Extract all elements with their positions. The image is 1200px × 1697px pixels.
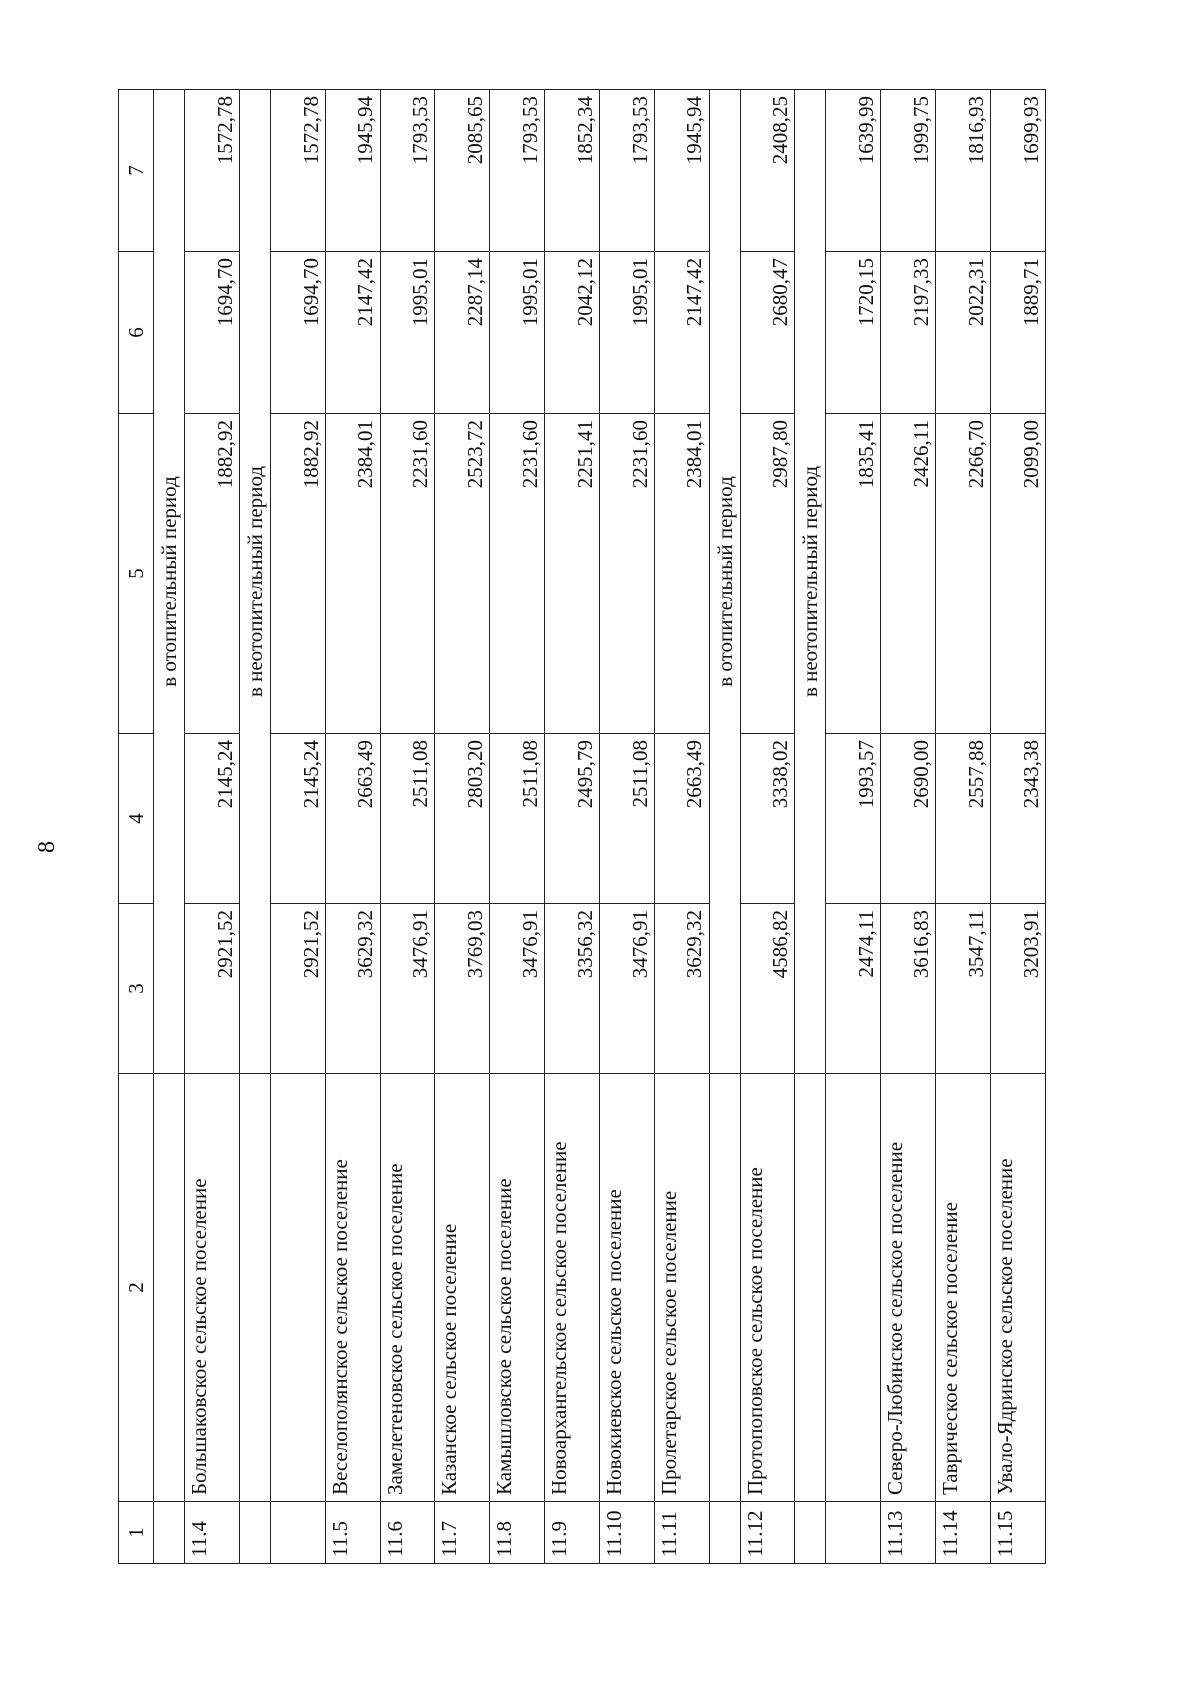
row-index: 11.8 (490, 1502, 545, 1564)
value-col-5: 2384,01 (654, 414, 709, 734)
row-index (270, 1502, 325, 1564)
value-col-7: 2085,65 (435, 90, 490, 252)
column-header: 4 (119, 734, 154, 904)
settlement-name: Северо-Любинское сельское поселение (881, 1074, 936, 1502)
table-row (740, 90, 795, 1564)
value-col-6: 2147,42 (325, 252, 380, 414)
settlement-name: Таврическое сельское поселение (936, 1074, 991, 1502)
value-col-6: 1720,15 (826, 252, 881, 414)
value-col-6: 2287,14 (435, 252, 490, 414)
settlement-name: Увало-Ядринское сельское поселение (990, 1074, 1045, 1502)
value-col-4: 2557,88 (936, 734, 991, 904)
value-col-5: 2251,41 (545, 414, 600, 734)
value-col-5: 2231,60 (490, 414, 545, 734)
value-col-7: 1816,93 (936, 90, 991, 252)
settlement-name: Пролетарское сельское поселение (654, 1074, 709, 1502)
value-col-7: 1852,34 (545, 90, 600, 252)
value-col-4: 2511,08 (490, 734, 545, 904)
table-row (990, 90, 1045, 1564)
value-col-3: 3547,11 (936, 904, 991, 1074)
row-index: 11.4 (185, 1502, 240, 1564)
value-col-3: 3476,91 (599, 904, 654, 1074)
value-col-6: 2042,12 (545, 252, 600, 414)
period-label: в неотопительный период (795, 90, 826, 1074)
table-row (490, 90, 545, 1564)
value-col-5: 1882,92 (185, 414, 240, 734)
row-index: 11.15 (990, 1502, 1045, 1564)
rotated-table-wrapper (118, 90, 1046, 1564)
value-col-5: 2987,80 (740, 414, 795, 734)
table-row (325, 90, 380, 1564)
empty-cell (154, 1074, 185, 1502)
value-col-6: 1694,70 (270, 252, 325, 414)
table-row (380, 90, 435, 1564)
settlement-name (826, 1074, 881, 1502)
table-row (185, 90, 240, 1564)
table-row (881, 90, 936, 1564)
settlement-name: Новокиевское сельское поселение (599, 1074, 654, 1502)
row-index: 11.10 (599, 1502, 654, 1564)
value-col-6: 2197,33 (881, 252, 936, 414)
empty-cell (709, 1502, 740, 1564)
value-col-7: 1945,94 (325, 90, 380, 252)
table-row (545, 90, 600, 1564)
table-row (936, 90, 991, 1564)
row-index: 11.14 (936, 1502, 991, 1564)
value-col-3: 3356,32 (545, 904, 600, 1074)
value-col-7: 1572,78 (270, 90, 325, 252)
page-number: 8 (34, 841, 60, 853)
table-stage (118, 90, 1046, 1564)
table-row (599, 90, 654, 1564)
value-col-4: 1993,57 (826, 734, 881, 904)
row-index: 11.6 (380, 1502, 435, 1564)
value-col-4: 2663,49 (325, 734, 380, 904)
row-index: 11.12 (740, 1502, 795, 1564)
settlement-name: Веселополянское сельское поселение (325, 1074, 380, 1502)
empty-cell (709, 1074, 740, 1502)
value-col-4: 2690,00 (881, 734, 936, 904)
value-col-3: 3616,83 (881, 904, 936, 1074)
value-col-4: 2663,49 (654, 734, 709, 904)
value-col-5: 2266,70 (936, 414, 991, 734)
table-body (119, 90, 1046, 1564)
value-col-7: 1945,94 (654, 90, 709, 252)
value-col-6: 1995,01 (599, 252, 654, 414)
settlement-name (270, 1074, 325, 1502)
row-index: 11.11 (654, 1502, 709, 1564)
row-index: 11.9 (545, 1502, 600, 1564)
value-col-4: 2511,08 (599, 734, 654, 904)
value-col-6: 2022,31 (936, 252, 991, 414)
value-col-5: 2426,11 (881, 414, 936, 734)
value-col-6: 1995,01 (380, 252, 435, 414)
value-col-4: 2495,79 (545, 734, 600, 904)
value-col-4: 2145,24 (185, 734, 240, 904)
settlement-name: Протопоповское сельское поселение (740, 1074, 795, 1502)
value-col-3: 3476,91 (490, 904, 545, 1074)
value-col-3: 3769,03 (435, 904, 490, 1074)
period-row (795, 90, 826, 1564)
value-col-5: 1882,92 (270, 414, 325, 734)
value-col-5: 2231,60 (380, 414, 435, 734)
value-col-7: 1793,53 (599, 90, 654, 252)
column-header: 1 (119, 1502, 154, 1564)
empty-cell (239, 1502, 270, 1564)
value-col-7: 1639,99 (826, 90, 881, 252)
value-col-3: 3629,32 (325, 904, 380, 1074)
value-col-7: 1793,53 (490, 90, 545, 252)
empty-cell (795, 1502, 826, 1564)
value-col-3: 2921,52 (185, 904, 240, 1074)
settlement-name: Большаковское сельское поселение (185, 1074, 240, 1502)
value-col-6: 1995,01 (490, 252, 545, 414)
value-col-7: 1699,93 (990, 90, 1045, 252)
empty-cell (795, 1074, 826, 1502)
row-index: 11.13 (881, 1502, 936, 1564)
tariff-table (118, 89, 1046, 1564)
value-col-5: 2523,72 (435, 414, 490, 734)
table-row (435, 90, 490, 1564)
value-col-4: 2511,08 (380, 734, 435, 904)
value-col-3: 2474,11 (826, 904, 881, 1074)
row-index: 11.5 (325, 1502, 380, 1564)
settlement-name: Камышловское сельское поселение (490, 1074, 545, 1502)
value-col-4: 3338,02 (740, 734, 795, 904)
value-col-7: 2408,25 (740, 90, 795, 252)
table-row (826, 90, 881, 1564)
value-col-3: 3476,91 (380, 904, 435, 1074)
value-col-5: 2231,60 (599, 414, 654, 734)
table-row (270, 90, 325, 1564)
period-row (239, 90, 270, 1564)
value-col-7: 1793,53 (380, 90, 435, 252)
value-col-3: 3629,32 (654, 904, 709, 1074)
column-header: 2 (119, 1074, 154, 1502)
column-header: 5 (119, 414, 154, 734)
value-col-5: 1835,41 (826, 414, 881, 734)
row-index (826, 1502, 881, 1564)
period-label: в отопительный период (709, 90, 740, 1074)
value-col-3: 4586,82 (740, 904, 795, 1074)
value-col-7: 1572,78 (185, 90, 240, 252)
settlement-name: Казанское сельское поселение (435, 1074, 490, 1502)
period-row (709, 90, 740, 1564)
settlement-name: Новоархангельское сельское поселение (545, 1074, 600, 1502)
period-label: в неотопительный период (239, 90, 270, 1074)
value-col-6: 2680,47 (740, 252, 795, 414)
period-row (154, 90, 185, 1564)
column-header: 6 (119, 252, 154, 414)
value-col-3: 2921,52 (270, 904, 325, 1074)
value-col-5: 2099,00 (990, 414, 1045, 734)
value-col-3: 3203,91 (990, 904, 1045, 1074)
column-header-row (119, 90, 154, 1564)
value-col-4: 2803,20 (435, 734, 490, 904)
value-col-5: 2384,01 (325, 414, 380, 734)
column-header: 7 (119, 90, 154, 252)
column-header: 3 (119, 904, 154, 1074)
value-col-7: 1999,75 (881, 90, 936, 252)
value-col-6: 2147,42 (654, 252, 709, 414)
value-col-4: 2145,24 (270, 734, 325, 904)
period-label: в отопительный период (154, 90, 185, 1074)
empty-cell (154, 1502, 185, 1564)
table-row (654, 90, 709, 1564)
value-col-6: 1889,71 (990, 252, 1045, 414)
value-col-6: 1694,70 (185, 252, 240, 414)
settlement-name: Замелетеновское сельское поселение (380, 1074, 435, 1502)
value-col-4: 2343,38 (990, 734, 1045, 904)
row-index: 11.7 (435, 1502, 490, 1564)
empty-cell (239, 1074, 270, 1502)
